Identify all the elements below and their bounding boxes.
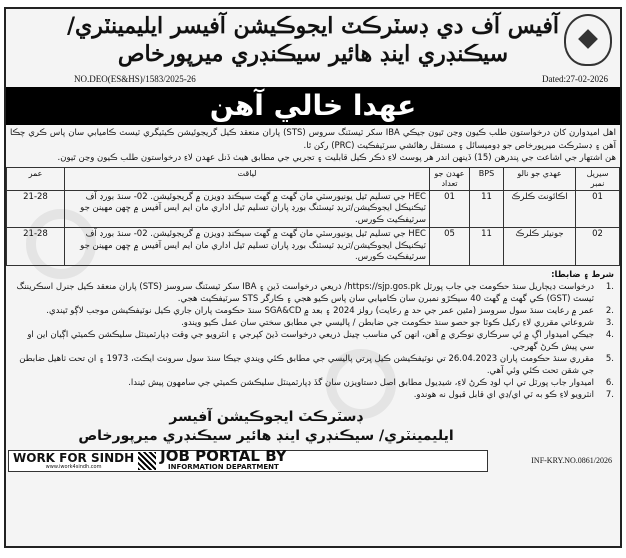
portal-text: [160, 447, 287, 471]
col-age: عمر: [7, 167, 65, 190]
col-bps: BPS: [470, 167, 504, 190]
header-area: [6, 9, 620, 71]
footer: [6, 448, 620, 476]
count: 05: [430, 228, 470, 266]
col-serial: سيريل نمبر: [576, 167, 620, 190]
condition-item: .6 اميدوار جاب پورٽل تي اپ لوڊ ڪرڻ لاءِ، شيڊيول مطابق اصل دستاويزن سان گڏ ڊپارٽمينٽل سليڪشن ڪميٽي جي سامهون پيش ٿيندا.: [128, 377, 614, 388]
intro-text: [6, 125, 620, 167]
qualification: HEC جي تسليم ٿيل يونيورسٽي مان گهٽ ۾ گهٽ سيڪنڊ ڊويزن ۾ گريجوئيشن. 02- سنڌ بورڊ آف ٽيڪنيڪل ايجوڪيشن/ٽريڊ ٽيسٽنگ بورڊ پاران تسليم ٿيل اداري مان ايم ايس آفيس ۾ ڇهن مهينن جو سرٽيفڪيٽ ڪورس.: [65, 190, 430, 228]
serial: 02: [576, 228, 620, 266]
table-row: [7, 190, 620, 228]
job-portal-banner: [8, 447, 488, 472]
header-line-1: آفيس آف دي ڊسٽرڪٽ ايجوڪيشن آفيسر ايليمينٽري/: [66, 13, 560, 39]
condition-item: .7 انٽرويو لاءِ ڪو به ٽي اي/ڊي اي قابل قبول نه هوندو.: [413, 389, 614, 400]
condition-text: جيڪي اميدوار اڳ ۾ ئي سرڪاري نوڪري ۾ آهن، انهن کي مناسب چينل ذريعي درخواست ڏيڻ کپرجي ۽ انٽرويو جي وقت ڊپارٽمينٽل سليڪشن ڪميٽي اڳيان اين او سي پيش ڪرڻ گهرجي.: [27, 329, 594, 352]
table-header: [7, 167, 620, 190]
signature-block: [46, 408, 486, 446]
vacancy-table: [6, 167, 620, 266]
post: اڪائونٽ ڪلرڪ: [504, 190, 576, 228]
serial: 01: [576, 190, 620, 228]
count: 01: [430, 190, 470, 228]
condition-text: اميدوار جاب پورٽل تي اپ لوڊ ڪرڻ لاءِ، شيڊيول مطابق اصل دستاويزن سان گڏ ڊپارٽمينٽل سليڪشن ڪميٽي جي سامهون پيش ٿيندا.: [128, 377, 594, 388]
header: [6, 9, 620, 68]
condition-text: شروعاتي مقرري لاءِ رکيل ڪوٽا جو حصو سنڌ حڪومت جي ضابطن / پاليسي جي مطابق سختي سان عمل ڪيو ويندو.: [181, 317, 594, 328]
condition-text: درخواست ڊيڄاريل سنڌ حڪومت جي جاب پورٽل https://sjp.gos.pk/ ذريعي درخواست ڏين ۽ IBA سکر ٽيسٽنگ سروسز (STS) پاران منعقد ڪيل جنرل اسڪريننگ ٽيسٽ (GST) ڪي گهٽ ۾ گهٽ 40 سيڪڙو نمبرن سان ڪاميابي سان پاس ڪيو هجي ۽ ڪارگر STS سرٽيفڪيٽ هجي.: [16, 281, 594, 304]
col-count: عهدن جو تعداد: [430, 167, 470, 190]
condition-item: .4 جيڪي اميدوار اڳ ۾ ئي سرڪاري نوڪري ۾ آهن، انهن کي مناسب چينل ذريعي درخواست ڏيڻ کپرجي ۽ انٽرويو جي وقت ڊپارٽمينٽل سليڪشن ڪميٽي اڳيان اين او سي پيش ڪرڻ گهرجي.: [12, 329, 614, 353]
vacancies-banner: عهدا خالي آهن: [6, 87, 620, 125]
government-seal-icon: [564, 14, 612, 66]
condition-item: .2 عمر ۾ رعايت سنڌ سول سروسز (مٿين عمر جي حد ۾ رعايت) رولز 2024 ۽ بعد ۾ SGA&CD سنڌ حڪومت پاران جاري ڪيل نوٽيفڪيشن موجب لاڳو ٿيندي.: [46, 305, 614, 316]
inf-number: INF-KRY.NO.0861/2026: [531, 456, 612, 465]
department: INFORMATION DEPARTMENT: [168, 463, 279, 471]
intro-paragraph: اهل اميدوارن کان درخواستون طلب ڪيون وڃن ٿيون جيڪي IBA سکر ٽيسٽنگ سروس (STS) پاران منعقد ڪيل گريجوئيشن ڪيٽيگري ٽيسٽ ڪاميابي سان پاس ڪري چڪا آهن ۽ ڊسٽرڪٽ ميرپورخاص جو ڊوميسائل ۽ مستقل رهائشي سرٽيفڪيٽ (PRC) رکن ٿا.: [10, 128, 616, 151]
terms-title: شرط ۽ ضابطا:: [551, 269, 614, 280]
col-post: عهدي جو نالو: [504, 167, 576, 190]
reference-line: [6, 71, 620, 87]
bps: 11: [470, 228, 504, 266]
terms-conditions: [6, 266, 620, 404]
portal-url: www.iwork4sindh.com: [45, 463, 102, 470]
brand-name: WORK FOR SINDH: [13, 450, 135, 465]
condition-item: .3 شروعاتي مقرري لاءِ رکيل ڪوٽا جو حصو سنڌ حڪومت جي ضابطن / پاليسي جي مطابق سختي سان عمل ڪيو ويندو.: [181, 317, 614, 328]
condition-text: انٽرويو لاءِ ڪو به ٽي اي/ڊي اي قابل قبول نه هوندو.: [413, 389, 594, 400]
qr-code-icon: [138, 452, 156, 470]
intro-paragraph: هن اشتهار جي اشاعت جي پندرهن (15) ڏينهن اندر هر پوسٽ لاءِ ذڪر ڪيل قابليت ۽ تجربي جي مطابق هيٺ ڏنل عهدن لاءِ درخواستون طلب ڪيون وڃن ٿيون.: [57, 153, 616, 163]
condition-text: مقرري سنڌ حڪومت پاران 26.04.2023 تي نوٽيفڪيشن ڪيل ڀرتي پاليسي جي مطابق ڪئي ويندي جيڪا سنڌ سول سرونٽ ايڪٽ، 1973 ۽ ان تحت ٺاهيل ضابطن جي شقن تحت ڪئي وئي آهي.: [19, 353, 594, 376]
qualification: HEC جي تسليم ٿيل يونيورسٽي مان گهٽ ۾ گهٽ سيڪنڊ ڊويزن ۾ گريجوئيشن. 02- سنڌ بورڊ آف ٽيڪنيڪل ايجوڪيشن/ٽريڊ ٽيسٽنگ بورڊ پاران تسليم ٿيل اداري مان ايم ايس آفيس ۾ ڇهن مهينن جو سرٽيفڪيٽ ڪورس.: [65, 228, 430, 266]
condition-item: .1 درخواست ڊيڄاريل سنڌ حڪومت جي جاب پورٽل https://sjp.gos.pk/ ذريعي درخواست ڏين ۽ IBA سکر ٽيسٽنگ سروسز (STS) پاران منعقد ڪيل جنرل اسڪريننگ ٽيسٽ (GST) ڪي گهٽ ۾ گهٽ 40 سيڪڙو نمبرن سان ڪاميابي سان پاس ڪيو هجي ۽ ڪارگر STS سرٽيفڪيٽ هجي.: [12, 281, 614, 305]
condition-item: .5 مقرري سنڌ حڪومت پاران 26.04.2023 تي نوٽيفڪيشن ڪيل ڀرتي پاليسي جي مطابق ڪئي ويندي جيڪا سنڌ سول سرونٽ ايڪٽ، 1973 ۽ ان تحت ٺاهيل ضابطن جي شقن تحت ڪئي وئي آهي.: [12, 353, 614, 377]
signature-title: ڊسٽرڪٽ ايجوڪيشن آفيسر: [169, 408, 363, 425]
post: جونيئر ڪلرڪ: [504, 228, 576, 266]
reference-number: NO.DEO(ES&HS)/1583/2025-26: [74, 74, 196, 84]
col-qualification: لياقت: [65, 167, 430, 190]
age: 21-28: [7, 228, 65, 266]
table-row: [7, 228, 620, 266]
age: 21-28: [7, 190, 65, 228]
bps: 11: [470, 190, 504, 228]
signature-office: ايليمينٽري/ سيڪنڊري اينڊ هائير سيڪنڊري ميرپورخاص: [78, 427, 454, 444]
brand: [9, 452, 134, 470]
condition-text: عمر ۾ رعايت سنڌ سول سروسز (مٿين عمر جي حد ۾ رعايت) رولز 2024 ۽ بعد ۾ SGA&CD سنڌ حڪومت پاران جاري ڪيل نوٽيفڪيشن موجب لاڳو ٿيندي.: [46, 305, 594, 316]
portal-title: JOB PORTAL BY: [160, 447, 287, 465]
header-line-2: سيڪنڊري اينڊ هائير سيڪنڊري ميرپورخاص: [117, 41, 509, 67]
date: Dated:27-02-2026: [542, 74, 608, 84]
advertisement: [4, 7, 622, 548]
